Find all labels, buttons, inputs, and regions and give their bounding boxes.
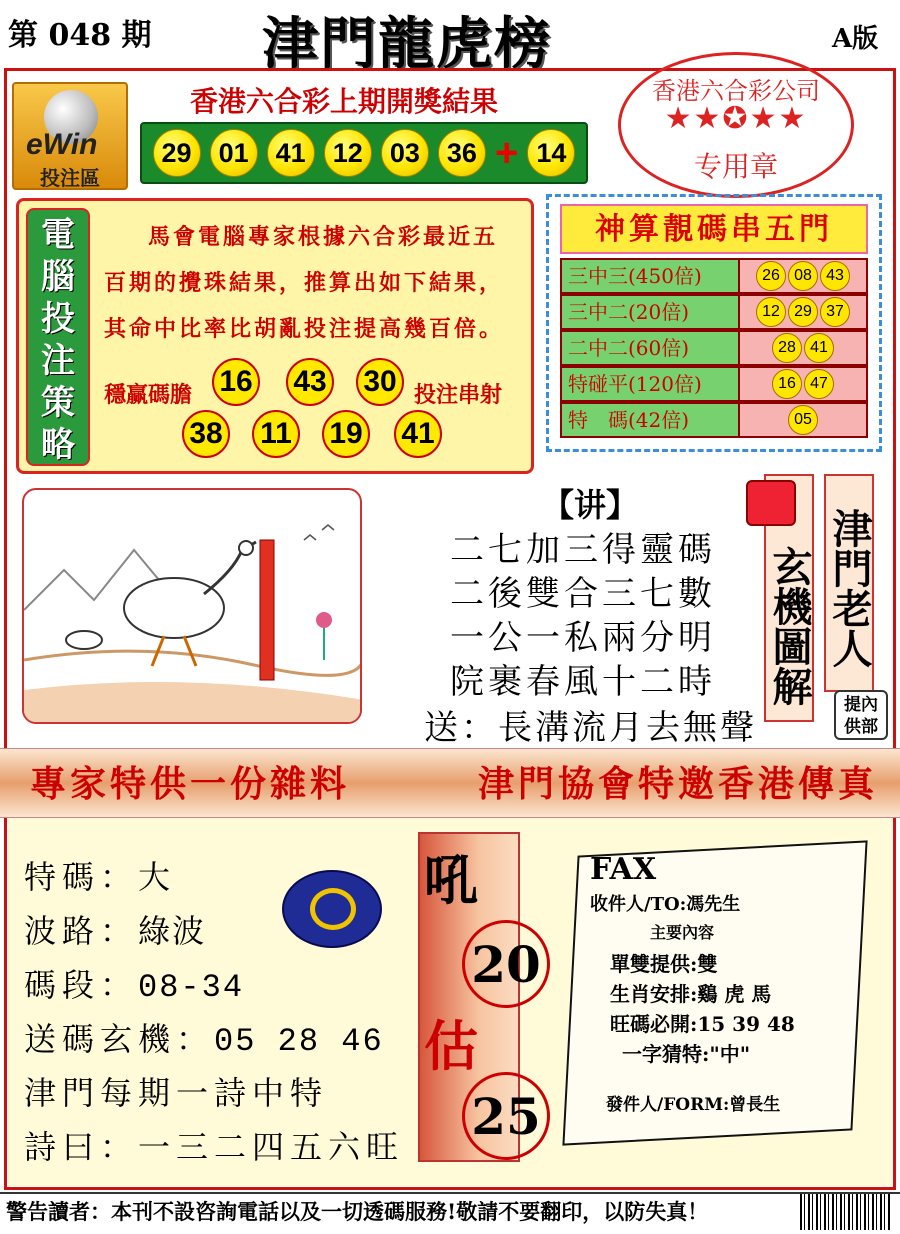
combo-row (560, 258, 868, 294)
bet-ball: 41 (394, 410, 442, 458)
ewin-logo (12, 82, 128, 190)
result-ball: 29 (153, 129, 201, 177)
steady-ball: 16 (212, 358, 260, 406)
issue-number: 第 048 期 (8, 18, 152, 53)
five-combos-title: 神算靚碼串五門 (560, 204, 868, 254)
combo-ball: 26 (756, 261, 786, 291)
fax-main: 主要內容 (650, 923, 715, 942)
bet-label: 投注串射 (414, 382, 503, 408)
result-ball: 41 (267, 129, 315, 177)
combo-ball: 05 (788, 405, 818, 435)
edition-label: A版 (832, 24, 879, 54)
steady-ball: 30 (356, 358, 404, 406)
combo-ball: 47 (804, 369, 834, 399)
mix-key: 津門每期一詩中特 (24, 1074, 329, 1112)
elder-label: 津門老人 (824, 474, 874, 692)
result-ball: 36 (438, 129, 486, 177)
stamp-company: 香港六合彩公司 (652, 77, 820, 105)
mix-value: 一三二四五六旺 (138, 1128, 405, 1166)
banner-left: 專家特供一份雜料 (30, 763, 351, 805)
combo-ball: 12 (756, 297, 786, 327)
combo-key: 特碰平(120倍) (562, 368, 740, 400)
mystic-label: 玄機圖解 (764, 474, 814, 722)
combo-row (560, 294, 868, 330)
fax-scroll (546, 828, 882, 1168)
stamp-stars: ★★✪★★ (664, 101, 808, 136)
fist-icon (746, 480, 796, 526)
mix-row (24, 1122, 404, 1168)
strategy-side-text: 電腦投注策略 (41, 215, 75, 465)
mix-key: 詩曰： (24, 1128, 139, 1166)
mix-row (24, 960, 244, 1006)
strategy-text: 馬會電腦專家根據六合彩最近五百期的攪珠結果，推算出如下結果，其命中比率比胡亂投注提高幾百倍。 (104, 224, 505, 342)
fax-line: 一字猜特:"中" (622, 1042, 751, 1066)
combo-key: 三中三(450倍) (562, 260, 740, 292)
special-ball: 14 (527, 129, 575, 177)
mix-key: 特碼： (24, 858, 139, 896)
results-balls (140, 122, 588, 184)
steady-ball: 43 (286, 358, 334, 406)
roar-char: 吼 (424, 848, 478, 912)
combo-key: 特 碼(42倍) (562, 404, 740, 436)
fax-line: 單雙提供:雙 (610, 952, 718, 976)
fax-to: 收件人/TO:馮先生 (590, 894, 741, 915)
result-ball: 03 (381, 129, 429, 177)
mix-row (24, 1068, 328, 1114)
fax-line: 生肖安排:鷄 虎 馬 (610, 982, 772, 1006)
plus-sign: + (495, 130, 519, 175)
poem-line: 二後雙合三七數 (450, 574, 716, 614)
emblem-ring-icon (310, 888, 356, 930)
bet-ball: 19 (322, 410, 370, 458)
poem-line: 二七加三得靈碼 (450, 530, 716, 570)
mix-key: 送碼玄機： (24, 1020, 215, 1058)
combo-row (560, 402, 868, 438)
goose-illustration (22, 488, 362, 724)
mix-key: 波路： (24, 912, 139, 950)
barcode-icon (800, 1194, 892, 1230)
combo-key: 二中二(60倍) (562, 332, 740, 364)
combo-ball: 28 (772, 333, 802, 363)
combo-ball: 16 (772, 369, 802, 399)
steady-label: 穩赢碼膽 (104, 382, 193, 408)
combo-ball: 29 (788, 297, 818, 327)
masthead-title: 津門龍虎榜 (262, 12, 552, 77)
supplied-label: 提內供部 (834, 690, 888, 740)
combo-ball: 08 (788, 261, 818, 291)
emblem-logo (282, 870, 382, 948)
bet-ball: 11 (252, 410, 300, 458)
mix-row (24, 906, 206, 952)
poem-line: 院裹春風十二時 (450, 662, 716, 702)
mix-value: 08-34 (138, 969, 245, 1006)
mix-row (24, 1014, 384, 1060)
bet-ball: 38 (182, 410, 230, 458)
combo-key: 三中二(20倍) (562, 296, 740, 328)
fax-line: 旺碼必開:15 39 48 (610, 1012, 795, 1036)
fax-from: 發件人/FORM:曾長生 (606, 1095, 781, 1115)
fax-title: FAX (590, 852, 657, 887)
ewin-brand: eWin (26, 128, 98, 161)
combo-ball: 43 (820, 261, 850, 291)
poem-line: 一公一私兩分明 (450, 618, 716, 658)
results-title: 香港六合彩上期開獎結果 (190, 85, 499, 118)
combo-row (560, 366, 868, 402)
footer-warning: 警告讀者：本刊不設咨詢電話以及一切透碼服務!敬請不要翻印，以防失真！ (6, 1199, 709, 1224)
combo-ball: 41 (804, 333, 834, 363)
ewin-sub: 投注區 (40, 166, 100, 190)
roar-number: 20 (462, 920, 550, 1008)
stamp-use: 专用章 (693, 150, 778, 183)
combo-row (560, 330, 868, 366)
poem-send: 送：長溝流月去無聲 (424, 708, 757, 748)
estimate-number: 25 (462, 1072, 550, 1160)
mix-value: 05 28 46 (214, 1023, 384, 1060)
strategy-side-label (26, 208, 90, 466)
goose-drawing (24, 490, 362, 724)
mix-value: 大 (138, 861, 173, 898)
mix-key: 碼段： (24, 966, 139, 1004)
banner-right: 津門協會特邀香港傳真 (478, 763, 879, 805)
estimate-char: 估 (424, 1014, 478, 1078)
result-ball: 01 (210, 129, 258, 177)
combo-ball: 37 (820, 297, 850, 327)
poem-heading: 【讲】 (542, 486, 639, 524)
result-ball: 12 (324, 129, 372, 177)
mix-value: 綠波 (138, 915, 207, 952)
mix-row (24, 852, 172, 898)
company-stamp (618, 52, 854, 198)
